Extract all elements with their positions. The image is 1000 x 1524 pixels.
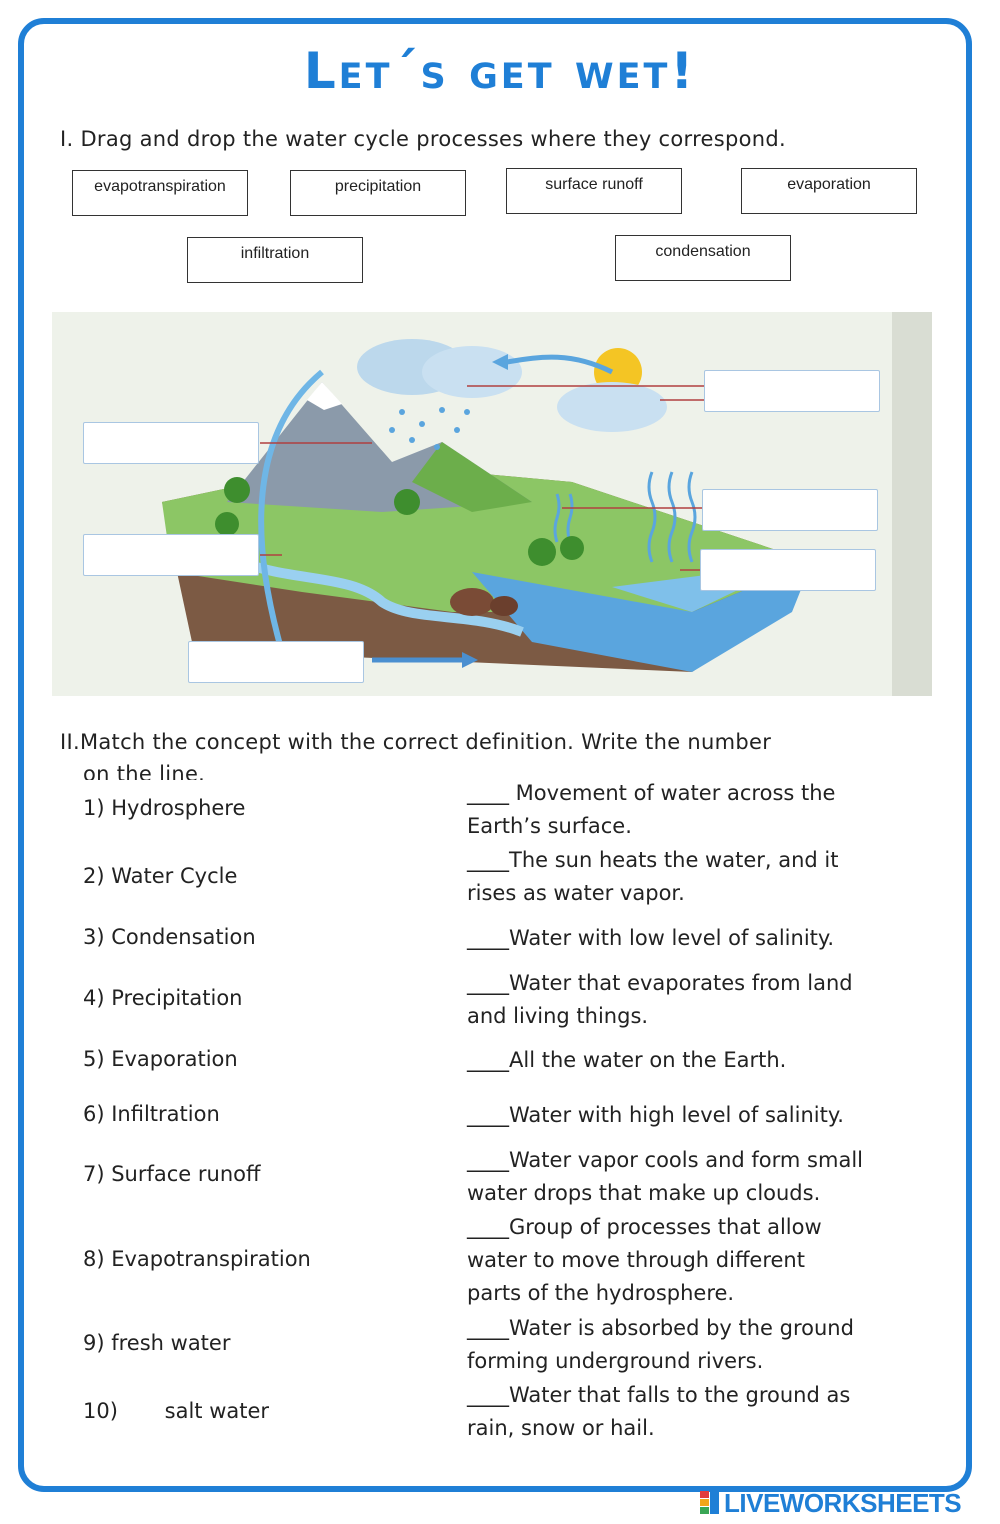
part2-instruction-line2: on the line. [83, 762, 206, 780]
part1-instruction: I. Drag and drop the water cycle processes where they correspond. [60, 127, 787, 151]
definition-item[interactable] [467, 777, 967, 843]
definition-line: water to move through different [467, 1248, 805, 1272]
concept-item: 6) Infiltration [83, 1102, 220, 1126]
concept-item: 5) Evaporation [83, 1047, 238, 1071]
liveworksheets-logo[interactable]: LIVEWORKSHEETS [724, 1488, 962, 1518]
option-infiltration[interactable]: infiltration [187, 237, 363, 283]
definition-line: ____Water that evaporates from land [467, 971, 853, 995]
drop-target-5[interactable] [700, 549, 876, 591]
definition-line: ____Water with high level of salinity. [467, 1103, 844, 1127]
definition-item[interactable] [467, 1044, 967, 1077]
definition-line: rises as water vapor. [467, 881, 685, 905]
liveworksheets-logo-icon [700, 1491, 720, 1515]
drop-target-2[interactable] [83, 422, 259, 464]
drop-target-3[interactable] [702, 489, 878, 531]
drop-target-4[interactable] [83, 534, 259, 576]
definition-line: Earth’s surface. [467, 814, 632, 838]
concept-item: 4) Precipitation [83, 986, 243, 1010]
drop-target-1[interactable] [704, 370, 880, 412]
definition-line: ____Water vapor cools and form small [467, 1148, 863, 1172]
definition-item[interactable] [467, 844, 967, 910]
definition-line: ____All the water on the Earth. [467, 1048, 787, 1072]
concept-item: 2) Water Cycle [83, 864, 238, 888]
concept-item: 7) Surface runoff [83, 1162, 261, 1186]
option-precipitation[interactable]: precipitation [290, 170, 466, 216]
definition-item[interactable] [467, 967, 967, 1033]
definition-line: forming underground rivers. [467, 1349, 764, 1373]
option-surface-runoff[interactable]: surface runoff [506, 168, 682, 214]
definition-line: rain, snow or hail. [467, 1416, 655, 1440]
definition-item[interactable] [467, 922, 967, 955]
part2-instruction-line1: II.Match the concept with the correct definition. Write the number [60, 730, 772, 754]
definition-item[interactable] [467, 1144, 967, 1210]
concept-item: 3) Condensation [83, 925, 256, 949]
definition-line: parts of the hydrosphere. [467, 1281, 735, 1305]
concept-item: 9) fresh water [83, 1331, 231, 1355]
definition-line: ____Water is absorbed by the ground [467, 1316, 854, 1340]
concept-item: 10) salt water [83, 1399, 270, 1423]
concept-item: 1) Hydrosphere [83, 796, 246, 820]
definition-line: ____ Movement of water across the [467, 781, 836, 805]
water-cycle-diagram [52, 312, 932, 696]
definition-line: ____Water that falls to the ground as [467, 1383, 851, 1407]
definition-item[interactable] [467, 1211, 967, 1310]
option-condensation[interactable]: condensation [615, 235, 791, 281]
drop-target-6[interactable] [188, 641, 364, 683]
definition-line: ____Water with low level of salinity. [467, 926, 835, 950]
definition-item[interactable] [467, 1099, 967, 1132]
definition-item[interactable] [467, 1379, 967, 1445]
definition-line: water drops that make up clouds. [467, 1181, 821, 1205]
definition-line: ____The sun heats the water, and it [467, 848, 839, 872]
definition-line: and living things. [467, 1004, 649, 1028]
option-evapotranspiration[interactable]: evapotranspiration [72, 170, 248, 216]
definition-line: ____Group of processes that allow [467, 1215, 822, 1239]
definition-item[interactable] [467, 1312, 967, 1378]
concept-item: 8) Evapotranspiration [83, 1247, 311, 1271]
page-title: Let´s get wet! [303, 42, 697, 100]
option-evaporation[interactable]: evaporation [741, 168, 917, 214]
